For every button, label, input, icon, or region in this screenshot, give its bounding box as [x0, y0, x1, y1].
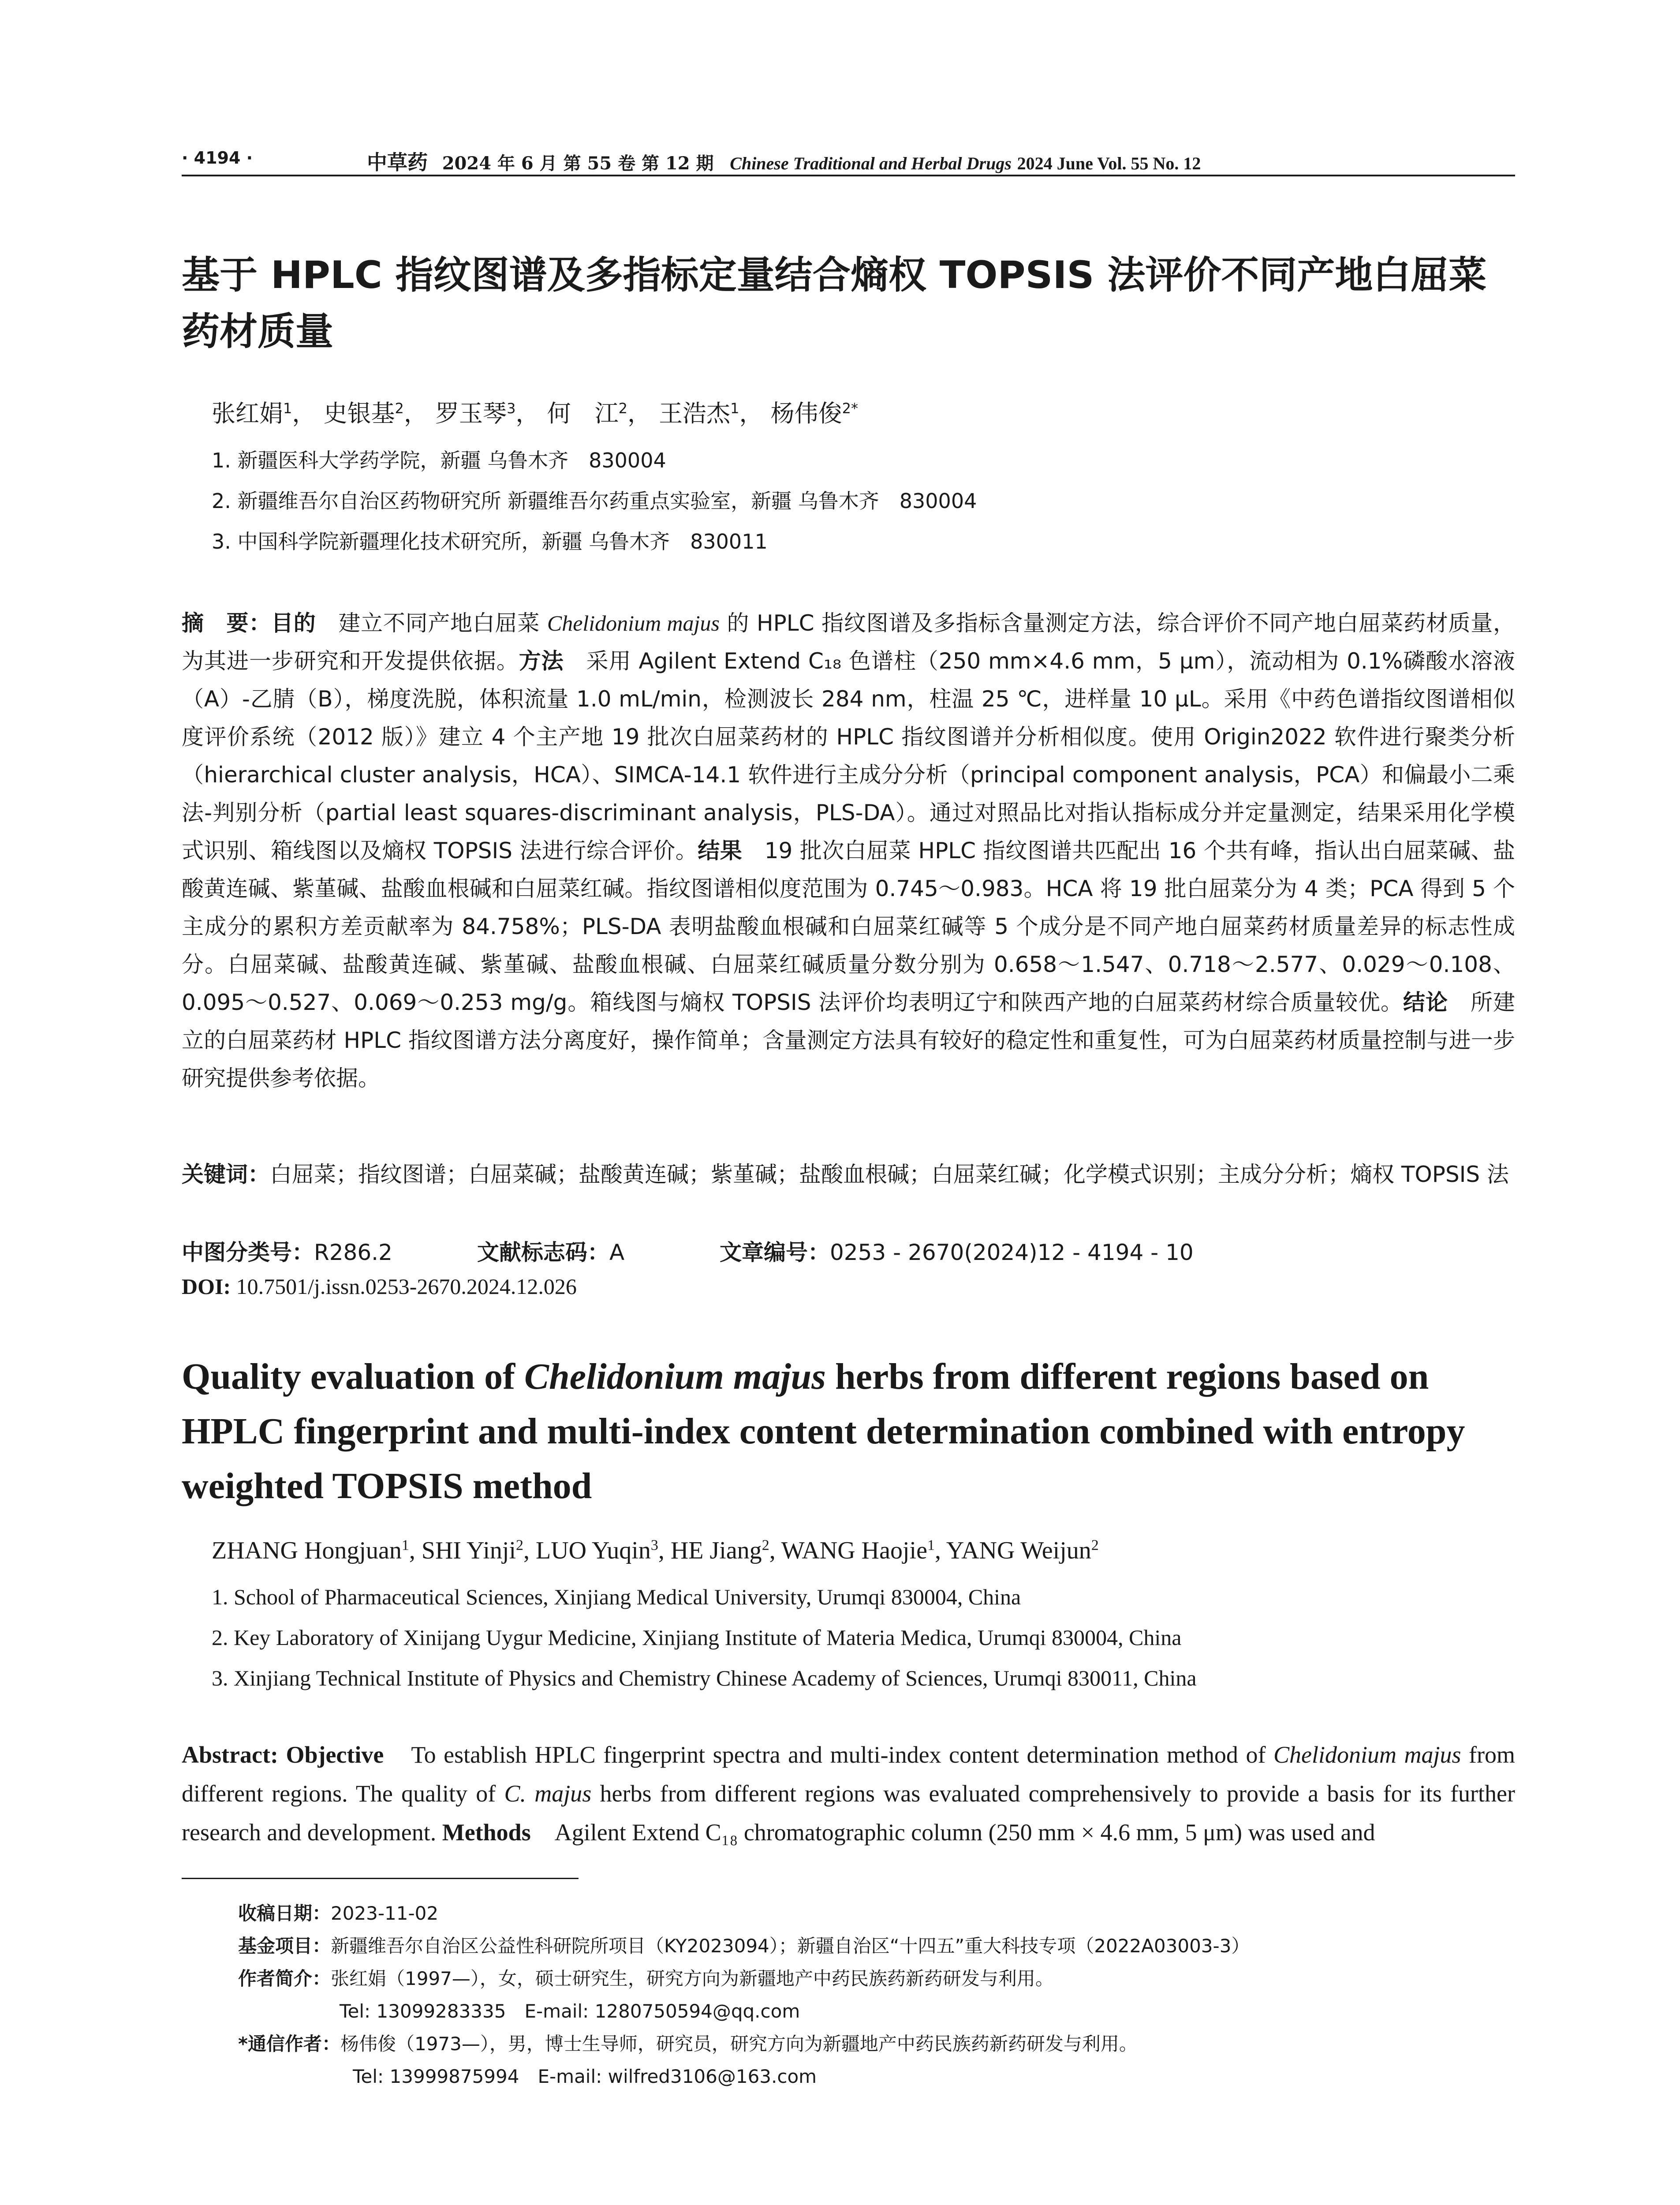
- issue-cn: 2024 年 6 月 第 55 卷 第 12 期: [442, 153, 714, 174]
- english-abstract: [182, 1735, 1515, 1852]
- author-sup: 1: [401, 1537, 409, 1554]
- corresponding-contact: Tel: 13999875994 E-mail: wilfred3106@163.com: [353, 2066, 817, 2087]
- footnote-corresponding: [238, 2029, 1138, 2056]
- author-name: LUO Yuqin: [536, 1537, 651, 1564]
- classification-line: [182, 1235, 1194, 1267]
- author-sup: 3: [650, 1537, 658, 1554]
- corresponding-label: *通信作者：: [238, 2033, 340, 2055]
- journal-line: [367, 146, 1201, 176]
- english-abstract-label: Abstract: Objective: [182, 1742, 384, 1768]
- results-text: 19 批次白屈菜 HPLC 指纹图谱共匹配出 16 个共有峰，指认出白屈菜碱、盐酸黄连碱、紫堇碱、盐酸血根碱和白屈菜红碱。指纹图谱相似度范围为 0.745～0.983。HCA 将 19 批白屈菜分为 4 类；PCA 得到 5 个主成分的累积方差贡献率为 84.758%；PLS-DA 表明盐酸血根碱和白屈菜红碱等 5 个成分是不同产地白屈菜药材质量差异的标志性成分。白屈菜碱、盐酸黄连碱、紫堇碱、盐酸血根碱、白屈菜红碱质量分数分别为 0.658～1.547、0.718～2.577、0.029～0.108、0.095～0.527、0.069～0.253 mg/g。箱线图与熵权 TOPSIS 法评价均表明辽宁和陕西产地的白屈菜药材综合质量较优。: [182, 838, 1516, 1015]
- objective-text-cont: 的 HPLC 指纹图谱及多指标含量测定方法，综合评价不同产地白屈菜药材质量，为其进一步研究和开发提供依据。: [182, 610, 1515, 674]
- received-date: 2023-11-02: [331, 1902, 439, 1924]
- author-sup: 1: [927, 1537, 935, 1554]
- keywords-text: 白屈菜；指纹图谱；白屈菜碱；盐酸黄连碱；紫堇碱；盐酸血根碱；白屈菜红碱；化学模式识别；主成分分析；熵权 TOPSIS 法: [270, 1162, 1509, 1187]
- chinese-abstract: [182, 604, 1515, 1097]
- author-name: ZHANG Hongjuan: [212, 1537, 402, 1564]
- english-affiliation-3: 3. Xinjiang Technical Institute of Physics and Chemistry Chinese Academy of Sciences, Urumqi 830011, China: [212, 1666, 1197, 1690]
- english-authors: ZHANG Hongjuan$^1$, SHI Yinji$^2$, LUO Yuqin$^3$, HE Jiang$^2$, WANG Haojie$^1$, YANG Weijun$^2$: [212, 1537, 1099, 1564]
- author-name: WANG Haojie: [781, 1537, 927, 1564]
- english-abstract-text-cont: from different regions. The quality of: [182, 1742, 1515, 1807]
- doc-code-value: A: [609, 1240, 625, 1265]
- author-bio-text: 张红娟（1997—），女，硕士研究生，研究方向为新疆地产中药民族药新药研发与利用。: [331, 1968, 1054, 1989]
- author-sup: 2: [762, 1537, 769, 1554]
- footnote-author: [238, 1964, 1054, 1991]
- author-sup: 1: [730, 400, 739, 417]
- english-title-text-cont: herbs from different regions based on HPLC fingerprint and multi-index content determination combined with entropy weighted TOPSIS method: [182, 1356, 1465, 1506]
- doc-code-label: 文献标志码：: [477, 1240, 609, 1265]
- running-header: [182, 141, 1515, 176]
- footnote-fund: [238, 1932, 1250, 1958]
- received-label: 收稿日期：: [238, 1902, 331, 1924]
- corresponding-text: 杨伟俊（1973—），男，博士生导师，研究员，研究方向为新疆地产中药民族药新药研发与利用。: [340, 2033, 1138, 2055]
- affiliation-3: 3. 中国科学院新疆理化技术研究所，新疆 乌鲁木齐 830011: [212, 530, 768, 553]
- fund-label: 基金项目：: [238, 1935, 331, 1957]
- results-label: 结果: [698, 838, 743, 863]
- affiliation-2: 2. 新疆维吾尔自治区药物研究所 新疆维吾尔药重点实验室，新疆 乌鲁木齐 830004: [212, 489, 977, 513]
- author-name: 杨伟俊: [770, 400, 842, 427]
- species-name: Chelidonium majus: [547, 611, 720, 635]
- author-sup: 2: [1091, 1537, 1099, 1554]
- author-name: SHI Yinji: [421, 1537, 516, 1564]
- page-number: · 4194 ·: [182, 148, 253, 168]
- author-sup: 1: [283, 400, 292, 417]
- author-sup: 2: [618, 400, 627, 417]
- article-no-label: 文章编号：: [720, 1240, 830, 1265]
- english-methods-text: Agilent Extend C₁₈ chromatographic column (250 mm × 4.6 mm, 5 μm) was used and: [530, 1819, 1375, 1846]
- author-name: 张红娟: [212, 400, 283, 427]
- author-sup: 2: [516, 1537, 524, 1554]
- author-sup: 3: [507, 400, 516, 417]
- author-contact: Tel: 13099283335 E-mail: 1280750594@qq.com: [340, 2000, 800, 2022]
- methods-label: 方法: [519, 648, 564, 674]
- keywords-label: 关键词：: [182, 1162, 270, 1187]
- author-name: HE Jiang: [670, 1537, 762, 1564]
- keywords: [182, 1155, 1515, 1193]
- journal-name-en: Chinese Traditional and Herbal Drugs: [730, 153, 1012, 173]
- author-name: 罗玉琴: [435, 400, 507, 427]
- clc-label: 中图分类号：: [182, 1240, 314, 1265]
- doi-line: [182, 1274, 577, 1299]
- footnote-divider: [182, 1878, 579, 1879]
- english-title-species: Chelidonium majus: [524, 1356, 826, 1397]
- header-divider: [182, 175, 1515, 176]
- english-title: [182, 1349, 1522, 1514]
- chinese-authors: 张红娟$^1$， 史银基$^2$， 罗玉琴$^3$， 何 江$^2$， 王浩杰$^1$， 杨伟俊$^{2*}$: [212, 400, 859, 427]
- doi-value[interactable]: 10.7501/j.issn.0253-2670.2024.12.026: [236, 1274, 577, 1299]
- author-sup: 2: [395, 400, 404, 417]
- conclusion-text: 所建立的白屈菜药材 HPLC 指纹图谱方法分离度好，操作简单；含量测定方法具有较好的稳定性和重复性，可为白屈菜药材质量控制与进一步研究提供参考依据。: [182, 990, 1516, 1091]
- footnote-received: [238, 1899, 438, 1925]
- doi-label: DOI:: [182, 1274, 231, 1299]
- abstract-label: 摘 要：: [182, 610, 272, 636]
- english-affiliation-1: 1. School of Pharmaceutical Sciences, Xinjiang Medical University, Urumqi 830004, China: [212, 1585, 1021, 1609]
- journal-name: 中草药: [367, 150, 428, 174]
- fund-text: 新疆维吾尔自治区公益性科研院所项目（KY2023094）；新疆自治区“十四五”重大科技专项（2022A03003-3）: [331, 1935, 1250, 1957]
- chinese-title: 基于 HPLC 指纹图谱及多指标定量结合熵权 TOPSIS 法评价不同产地白屈菜药材质量: [182, 253, 1487, 354]
- author-name: YANG Weijun: [946, 1537, 1091, 1564]
- issue-en: 2024 June Vol. 55 No. 12: [1017, 153, 1201, 173]
- methods-text: 采用 Agilent Extend C₁₈ 色谱柱（250 mm×4.6 mm，5 μm），流动相为 0.1%磷酸水溶液（A）-乙腈（B），梯度洗脱，体积流量 1.0 mL/min，检测波长 284 nm，柱温 25 ℃，进样量 10 μL。采用《中药色谱指纹图谱相似度评价系统（2012 版）》建立 4 个主产地 19 批次白屈菜药材的 HPLC 指纹图谱并分析相似度。使用 Origin2022 软件进行聚类分析（hierarchical cluster analysis，HCA）、SIMCA-14.1 软件进行主成分分析（principal component analysis，PCA）和偏最小二乘法-判别分析（partial least squares-discriminant analysis，PLS-DA）。通过对照品比对指认指标成分并定量测定，结果采用化学模式识别、箱线图以及熵权 TOPSIS 法进行综合评价。: [182, 648, 1516, 863]
- author-name: 史银基: [323, 400, 395, 427]
- species-name: Chelidonium majus: [1273, 1742, 1461, 1768]
- affiliation-1: 1. 新疆医科大学药学院，新疆 乌鲁木齐 830004: [212, 448, 666, 472]
- objective-text: 建立不同产地白屈菜: [316, 610, 547, 636]
- species-abbrev: C. majus: [504, 1780, 592, 1807]
- english-affiliation-2: 2. Key Laboratory of Xinijang Uygur Medicine, Xinjiang Institute of Materia Medica, Urumqi 830004, China: [212, 1625, 1182, 1650]
- english-title-text: Quality evaluation of: [182, 1356, 525, 1397]
- conclusion-label: 结论: [1403, 990, 1449, 1015]
- author-name: 何 江: [547, 400, 619, 427]
- author-sup: 2*: [842, 400, 859, 417]
- english-methods-label: Methods: [442, 1819, 531, 1846]
- clc-value: R286.2: [314, 1240, 392, 1265]
- english-abstract-text: To establish HPLC fingerprint spectra and multi-index content determination method of: [384, 1742, 1273, 1768]
- author-name: 王浩杰: [659, 400, 731, 427]
- english-abstract-text-cont2: herbs from different regions was evaluated comprehensively to provide a basis for its further research and development.: [182, 1780, 1515, 1846]
- objective-label: 目的: [271, 610, 316, 636]
- article-no-value: 0253 - 2670(2024)12 - 4194 - 10: [830, 1240, 1194, 1265]
- author-bio-label: 作者简介：: [238, 1968, 331, 1989]
